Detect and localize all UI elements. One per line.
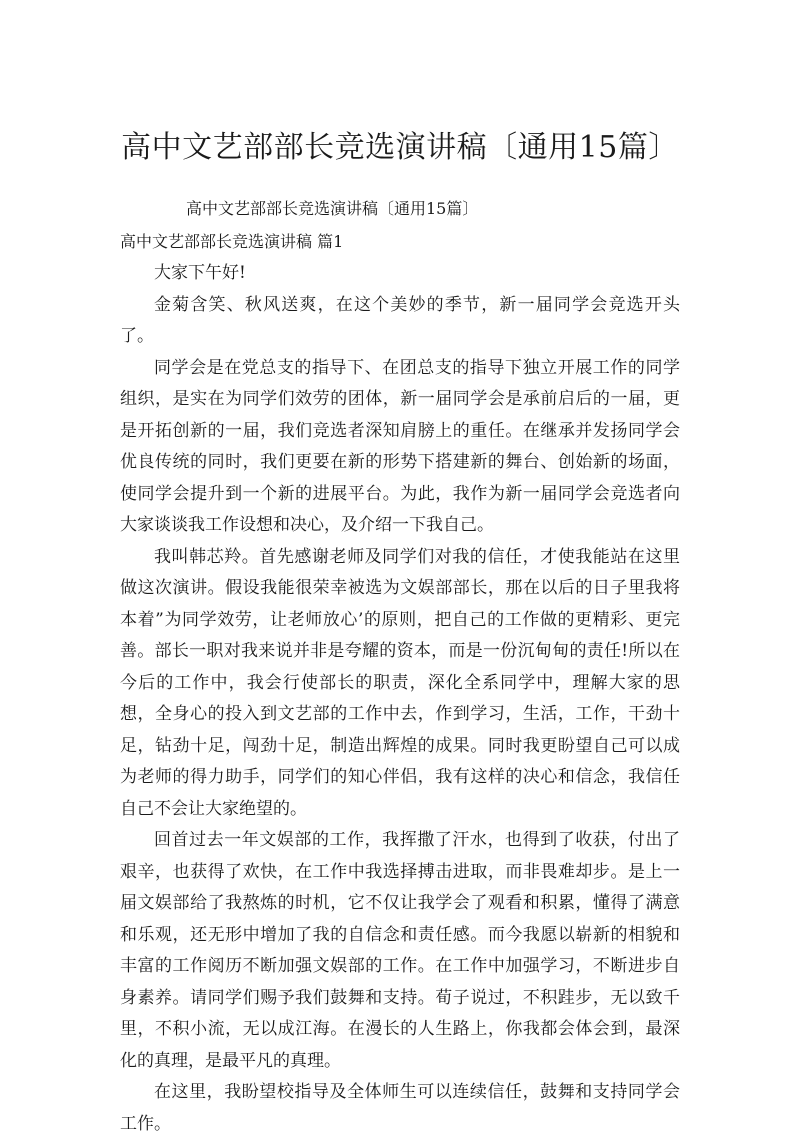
paragraph-opening: 金菊含笑、秋风送爽，在这个美妙的季节，新一届同学会竞选开头了。 [120,294,680,346]
document-title: 高中文艺部部长竞选演讲稿〔通用15篇〕 [121,130,679,165]
paragraph-student-union: 同学会是在党总支的指导下、在团总支的指导下独立开展工作的同学组织，是实在为同学们效劳的团体，新一届同学会是承前启后的一届，更是开拓创新的一届，我们竞选者深知肩膀上的重任。在继承并发扬同学会优良传统的同时，我们更要在新的形势下搭建新的舞台、创始新的场面，使同学会提升到一个新的进展平台。为此，我作为新一届同学会竞选者向大家谈谈我工作设想和决心，及介绍一下我自己。 [120,357,680,535]
section-heading: 高中文艺部部长竞选演讲稿 篇1 [120,232,344,251]
paragraph-greeting: 大家下午好! [154,263,246,283]
document-subtitle: 高中文艺部部长竞选演讲稿〔通用15篇〕 [186,199,479,218]
speech-body [120,258,680,1140]
paragraph-self-introduction: 我叫韩芯羚。首先感谢老师及同学们对我的信任，才使我能站在这里做这次演讲。假设我能很荣幸被选为文娱部部长，那在以后的日子里我将本着”为同学效劳，让老师放心’的原则，把自己的工作做的更精彩、更完善。部长一职对我来说并非是夸耀的资本，而是一份沉甸甸的责任!所以在今后的工作中，我会行使部长的职责，深化全系同学中，理解大家的思想，全身心的投入到文艺部的工作中去，作到学习，生活，工作，干劲十足，钻劲十足，闯劲十足，制造出辉煌的成果。同时我更盼望自己可以成为老师的得力助手，同学们的知心伴侣，我有这样的决心和信念，我信任自己不会让大家绝望的。 [120,546,680,819]
paragraph-closing: 在这里，我盼望校指导及全体师生可以连续信任，鼓舞和支持同学会工作。 [120,1082,680,1134]
paragraph-review: 回首过去一年文娱部的工作，我挥撒了汗水，也得到了收获，付出了艰辛，也获得了欢快，在工作中我选择搏击进取，而非畏难却步。是上一届文娱部给了我熬炼的时机，它不仅让我学会了观看和积累，懂得了满意和乐观，还无形中增加了我的自信念和责任感。而今我愿以崭新的相貌和丰富的工作阅历不断加强文娱部的工作。在工作中加强学习，不断进步自身素养。请同学们赐予我们鼓舞和支持。荀子说过，不积跬步，无以致千里，不积小流，无以成江海。在漫长的人生路上，你我都会体会到，最深化的真理，是最平凡的真理。 [120,830,680,1071]
